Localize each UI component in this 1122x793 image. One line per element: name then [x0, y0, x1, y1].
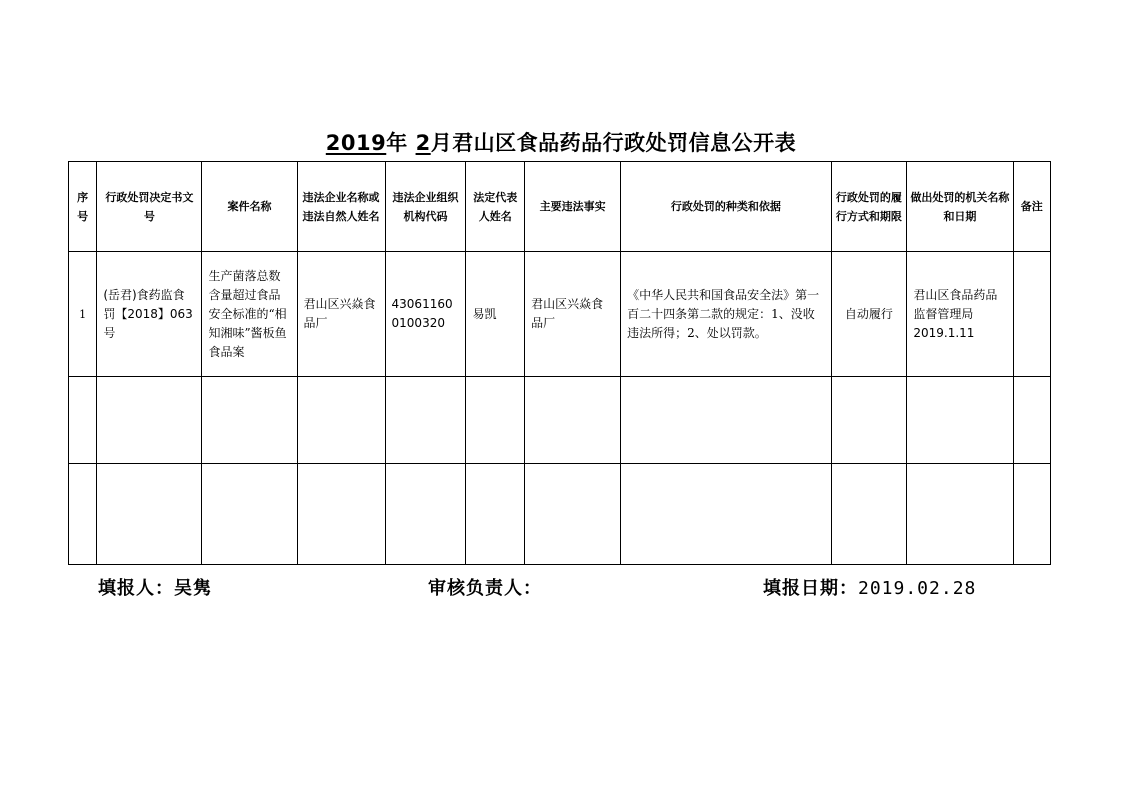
header-doc-no: 行政处罚决定书文号	[97, 162, 202, 252]
reviewer-label: 审核负责人：	[428, 578, 542, 599]
title-year: 2019	[325, 131, 387, 155]
title-year-suffix: 年	[386, 131, 416, 155]
cell-legal-rep: 易凯	[466, 252, 525, 377]
header-execution: 行政处罚的履行方式和期限	[831, 162, 907, 252]
table-row	[69, 252, 1051, 377]
page-title	[0, 127, 1122, 157]
header-legal-rep: 法定代表人姓名	[466, 162, 525, 252]
header-remark: 备注	[1013, 162, 1050, 252]
cell-company: 君山区兴焱食品厂	[297, 252, 385, 377]
header-company: 违法企业名称或违法自然人姓名	[297, 162, 385, 252]
footer-date	[763, 574, 976, 600]
header-penalty: 行政处罚的种类和依据	[621, 162, 831, 252]
authority-date: 2019.1.11	[913, 325, 975, 340]
cell-execution: 自动履行	[831, 252, 907, 377]
cell-remark	[1013, 252, 1050, 377]
header-org-code: 违法企业组织机构代码	[385, 162, 466, 252]
cell-facts: 君山区兴焱食品厂	[525, 252, 621, 377]
cell-authority	[907, 252, 1013, 377]
table-header-row	[69, 162, 1051, 252]
footer-filler	[98, 574, 212, 600]
cell-case-name: 生产菌落总数含量超过食品安全标准的“相知湘味”酱板鱼食品案	[202, 252, 297, 377]
table-row-empty	[69, 377, 1051, 464]
title-month: 2	[415, 131, 431, 155]
cell-doc-no: (岳君)食药监食罚【2018】063 号	[97, 252, 202, 377]
header-seq: 序号	[69, 162, 97, 252]
header-authority: 做出处罚的机关名称和日期	[907, 162, 1013, 252]
filler-label: 填报人：	[98, 578, 174, 599]
title-rest: 月君山区食品药品行政处罚信息公开表	[430, 131, 797, 155]
filler-name: 吴隽	[174, 578, 212, 599]
table-row-empty	[69, 464, 1051, 565]
cell-penalty: 《中华人民共和国食品安全法》第一百二十四条第二款的规定：1、没收违法所得；2、处以罚款。	[621, 252, 831, 377]
date-label: 填报日期：	[763, 578, 858, 599]
penalty-table	[68, 161, 1051, 565]
footer-reviewer	[428, 574, 542, 600]
cell-org-code: 430611600100320	[385, 252, 466, 377]
authority-name: 君山区食品药品监督管理局	[913, 287, 998, 321]
header-facts: 主要违法事实	[525, 162, 621, 252]
cell-seq: 1	[69, 252, 97, 377]
report-date: 2019.02.28	[858, 578, 977, 599]
header-case-name: 案件名称	[202, 162, 297, 252]
